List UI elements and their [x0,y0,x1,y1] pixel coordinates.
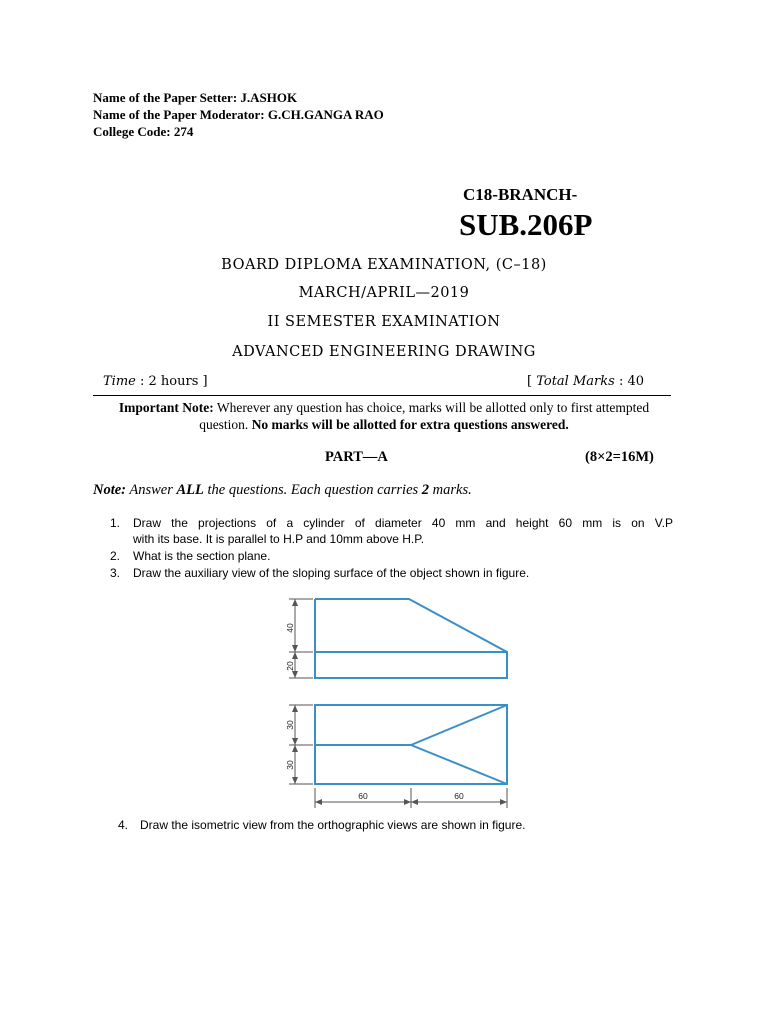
question-1-text-line2: with its base. It is parallel to H.P and 10mm above H.P. [133,532,425,546]
time-label: Time [103,374,136,389]
part-a-note-bold-1: ALL [176,482,204,498]
object-figure [275,588,535,813]
exam-session: MARCH/APRIL—2019 [298,285,470,301]
arrow-6 [292,738,298,745]
college-code-label: College Code: [93,124,171,139]
arrow-3 [292,652,298,659]
header-divider [93,395,671,396]
question-3-text: Draw the auxiliary view of the sloping surface of the object shown in figure. [133,566,530,580]
paper-moderator-label: Name of the Paper Moderator: [93,107,265,122]
arrow-12 [500,799,507,805]
arrow-11 [411,799,418,805]
arrow-10 [404,799,411,805]
part-a-note [93,482,472,499]
top-view-upper-slope [411,705,507,745]
paper-setter-line [93,89,297,106]
arrow-4 [292,671,298,678]
important-note-text: Wherever any question has choice, marks will be allotted only to first attempted question. [199,400,650,432]
part-a-note-text-2: the questions. Each question carries [203,482,422,498]
important-note [100,399,668,433]
paper-setter-value: J.ASHOK [240,90,298,105]
dim-label-30-lower: 30 [285,760,295,770]
arrow-7 [292,745,298,752]
time-info [103,374,208,389]
part-a-title: PART—A [325,449,388,465]
college-code-value: 274 [173,124,194,139]
dim-label-60-left: 60 [358,791,368,801]
course-title: ADVANCED ENGINEERING DRAWING [232,344,536,360]
marks-open-bracket: [ [527,374,533,389]
front-view-outline [315,599,507,678]
question-4-text: Draw the isometric view from the orthographic views are shown in figure. [140,818,526,832]
arrow-1 [292,599,298,606]
question-4-number: 4. [117,818,128,832]
important-note-bold: No marks will be allotted for extra questions answered. [251,417,569,432]
arrow-5 [292,705,298,712]
time-value: : 2 hours ] [140,374,208,389]
paper-setter-label: Name of the Paper Setter: [93,90,238,105]
marks-value: : 40 [618,374,644,389]
paper-moderator-value: G.CH.GANGA RAO [267,107,384,122]
arrow-8 [292,777,298,784]
part-a-note-text-1: Answer [126,482,177,498]
paper-moderator-line [93,106,384,123]
question-2-text: What is the section plane. [133,549,271,563]
question-2-number: 2. [109,549,120,563]
top-view-lower-slope [411,745,507,784]
part-a-note-text-3: marks. [429,482,472,498]
part-a-note-bold-2: 2 [421,482,430,498]
dim-label-40: 40 [285,623,295,633]
subject-code: SUB.206P [459,207,593,242]
part-a-marks: (8×2=16M) [585,449,654,465]
arrow-9 [315,799,322,805]
question-3-number: 3. [109,566,120,580]
semester-title: II SEMESTER EXAMINATION [267,314,501,330]
part-a-note-label: Note: [93,482,127,498]
dim-label-60-right: 60 [454,791,464,801]
college-code-line [93,123,193,140]
important-note-label: Important Note: [118,400,214,415]
question-1-number: 1. [109,516,120,530]
dim-label-20: 20 [285,661,295,671]
exam-title: BOARD DIPLOMA EXAMINATION, (C–18) [221,257,547,273]
marks-info [527,374,644,389]
dim-label-30-upper: 30 [285,720,295,730]
branch-code: C18-BRANCH- [463,185,578,204]
question-1-text: Draw the projections of a cylinder of diameter 40 mm and height 60 mm is on V.P [133,516,673,530]
arrow-2 [292,645,298,652]
marks-label: Total Marks [536,374,615,389]
